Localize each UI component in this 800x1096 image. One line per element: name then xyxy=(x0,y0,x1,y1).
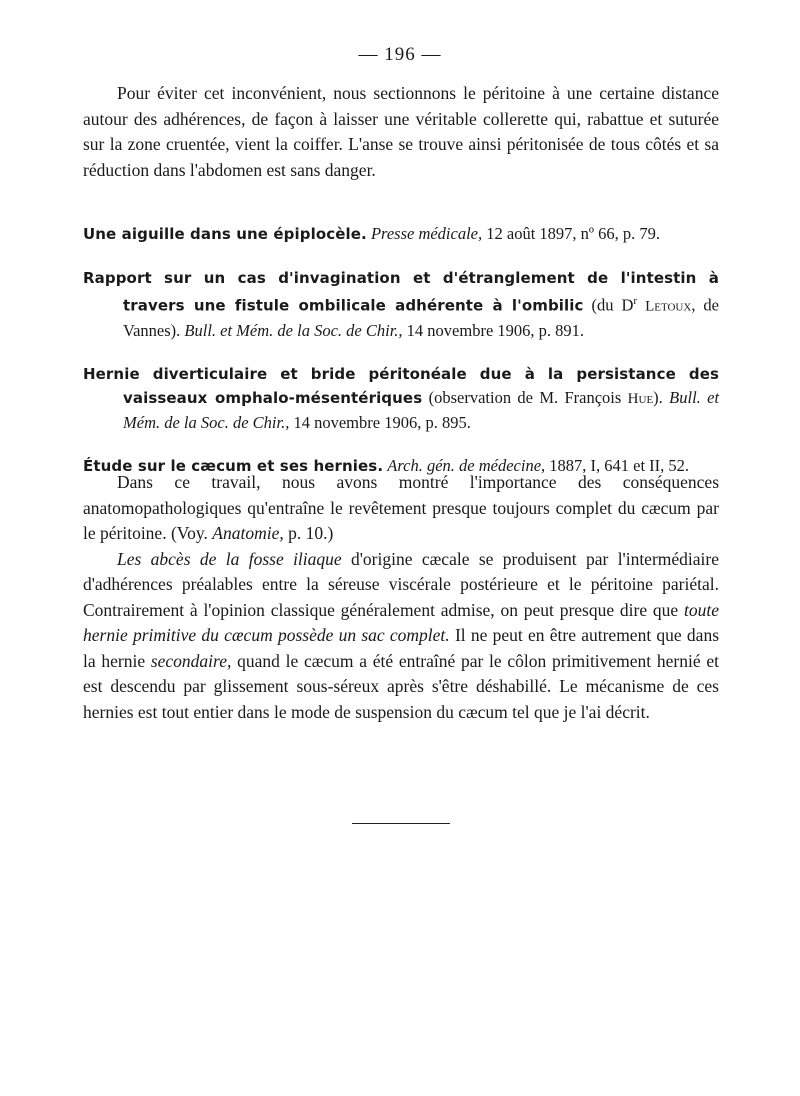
body-text: quand le cæcum a été entraîné par le côlon primitivement hernié et est descendu par glissement sous-séreux après s'être déshabillé. Le mécanisme de ces hernies est tout entier dans le mode de suspension du cæcum tel que je l'ai décrit. xyxy=(83,650,719,722)
page-number: — 196 — xyxy=(358,44,442,65)
entry-author-name: Letoux xyxy=(645,298,692,315)
entry-details: 12 août 1897, nº 66, p. 79. xyxy=(486,224,661,243)
body-italic: toute hernie primitive du cæcum possède un sac complet. xyxy=(83,599,720,645)
entry-author-prefix: (du D xyxy=(591,295,634,315)
body-text: Dans ce travail, nous avons montré l'importance des conséquences anatomopathologiques qu'entraîne le revêtement presque toujours complet du cæcum par le péritoine. (Voy. xyxy=(83,472,719,543)
entry-journal: Arch. gén. de médecine, xyxy=(387,455,546,475)
bibliography-list xyxy=(83,222,719,478)
body-text: p. 10.) xyxy=(288,523,334,543)
entry-journal: Presse médicale, xyxy=(370,224,483,243)
entry-journal: Bull. et Mém. de la Soc. de Chir., xyxy=(123,387,720,432)
section-divider xyxy=(352,823,450,824)
entry-title: Rapport sur un cas d'invagination et d'étranglement de l'intestin à travers une fistule ombilicale adhérente à l'ombilic xyxy=(83,269,719,315)
entry-journal: Bull. et Mém. de la Soc. de Chir., xyxy=(184,320,403,340)
entry-title: Une aiguille dans une épiplocèle. xyxy=(83,225,367,243)
body-paragraph-1 xyxy=(83,470,719,547)
entry-author-suffix: , de Vannes). xyxy=(123,295,719,340)
body-italic: secondaire, xyxy=(150,650,232,671)
study-body xyxy=(83,470,719,725)
body-text: d'origine cæcale se produisent par l'intermédiaire d'adhérences préalables entre la séreuse viscérale postérieure et le péritoine pariétal. Contrairement à l'opinion classique généralement admise, on peut presque dire que xyxy=(83,548,719,620)
bibliography-entry xyxy=(83,266,719,342)
entry-title: Étude sur le cæcum et ses hernies. xyxy=(83,456,384,475)
entry-observation: (observation de M. François xyxy=(428,387,622,407)
body-paragraph-2 xyxy=(83,547,719,726)
entry-author-sup: r xyxy=(633,295,638,307)
entry-title: Hernie diverticulaire et bride péritonéale due à la persistance des vaisseaux omphalo-mésentériques xyxy=(83,364,719,407)
bibliography-entry xyxy=(83,222,719,246)
body-italic: Les abcès de la fosse iliaque xyxy=(117,548,342,569)
body-italic: Anatomie, xyxy=(212,523,284,543)
bibliography-entry xyxy=(83,362,719,434)
entry-details: 14 novembre 1906, p. 895. xyxy=(293,412,471,432)
entry-observer: Hue xyxy=(627,390,654,407)
intro-paragraph: Pour éviter cet inconvénient, nous sectionnons le péritoine à une certaine distance autour des adhérences, de façon à laisser une véritable collerette qui, rabattue et suturée sur la zone cruentée, vient la coiffer. L'anse se trouve ainsi péritonisée de tous côtés et sa réduction dans l'abdomen est sans danger. xyxy=(83,83,719,180)
entry-details: 14 novembre 1906, p. 891. xyxy=(406,320,585,340)
entry-details: 1887, I, 641 et II, 52. xyxy=(549,455,690,475)
body-text: Il ne peut en être autrement que dans la hernie xyxy=(83,625,720,671)
entry-observation-end: ). xyxy=(653,387,663,407)
